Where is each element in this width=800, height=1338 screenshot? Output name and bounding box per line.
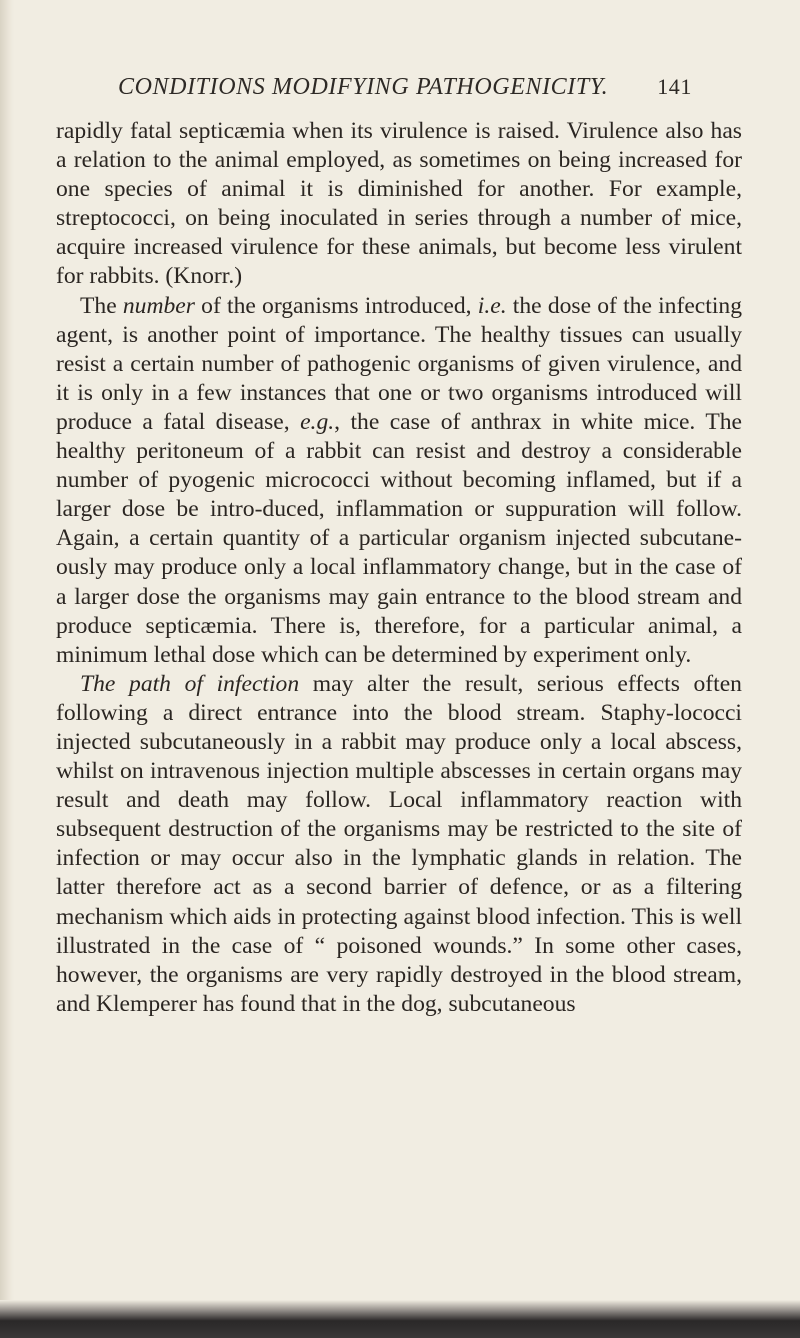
page-number: 141 — [657, 74, 692, 99]
paragraph-2 — [56, 292, 742, 670]
paragraph-2-text: , the case of anthrax in white mice. The healthy peritoneum of a rabbit can resist and destroy a considerable number of pyogenic micrococci without becoming inflamed, but if a larger dose be intro-duced, inflammation or suppuration will follow. Again, a certain quantity of a particular organism injected subcutane-ously may produce only a local inflammatory change, but in the case of a larger dose the organisms may gain entrance to the blood stream and produce septicæmia. There is, therefore, for a particular animal, a minimum lethal dose which can be determined by experiment only. — [56, 408, 742, 668]
emphasis-eg: e.g. — [300, 408, 335, 435]
paragraph-3 — [56, 670, 742, 1019]
emphasis-path-of-infection: The path of infection — [80, 670, 300, 697]
paragraph-2-text: of the organisms introduced, — [194, 292, 478, 319]
scan-bottom-band — [0, 1300, 800, 1338]
paragraph-1-text: rapidly fatal septicæmia when its virulence is raised. Virulence also has a relation to the animal employed, as sometimes on being increased for one species of animal it is diminished for another. For example, streptococci, on being inoculated in series through a number of mice, acquire increased virulence for these animals, but become less virulent for rabbits. (Knorr.) — [56, 118, 742, 290]
paragraph-1 — [56, 117, 742, 292]
running-head — [118, 74, 692, 110]
paragraph-3-text: may alter the result, serious effects often following a direct entrance into the blood stream. Staphy-lococci injected subcutaneously in a rabbit may produce only a local abscess, whilst on intravenous injection multiple abscesses in certain organs may result and death may follow. Local inflammatory reaction with subsequent destruction of the organisms may be restricted to the site of infection or may occur also in the lymphatic glands in relation. The latter therefore act as a second barrier of defence, or as a filtering mechanism which aids in protecting against blood infection. This is well illustrated in the case of “ poisoned wounds.” In some other cases, however, the organisms are very rapidly destroyed in the blood stream, and Klemperer has found that in the dog, subcutaneous — [56, 670, 742, 1017]
body-text — [56, 117, 742, 1019]
paragraph-2-text: the dose of the infecting agent, is another point of importance. The healthy tissues can usually resist a certain number of pathogenic organisms of given virulence, and it is only in a few instances that one or two organisms introduced will produce a fatal disease, — [56, 292, 742, 435]
emphasis-number: number — [122, 292, 195, 319]
emphasis-ie: i.e. — [477, 292, 507, 319]
paragraph-2-text: The — [80, 292, 123, 319]
page-edge-shadow — [0, 0, 14, 1338]
running-head-title: CONDITIONS MODIFYING PATHOGENICITY. — [118, 74, 609, 100]
